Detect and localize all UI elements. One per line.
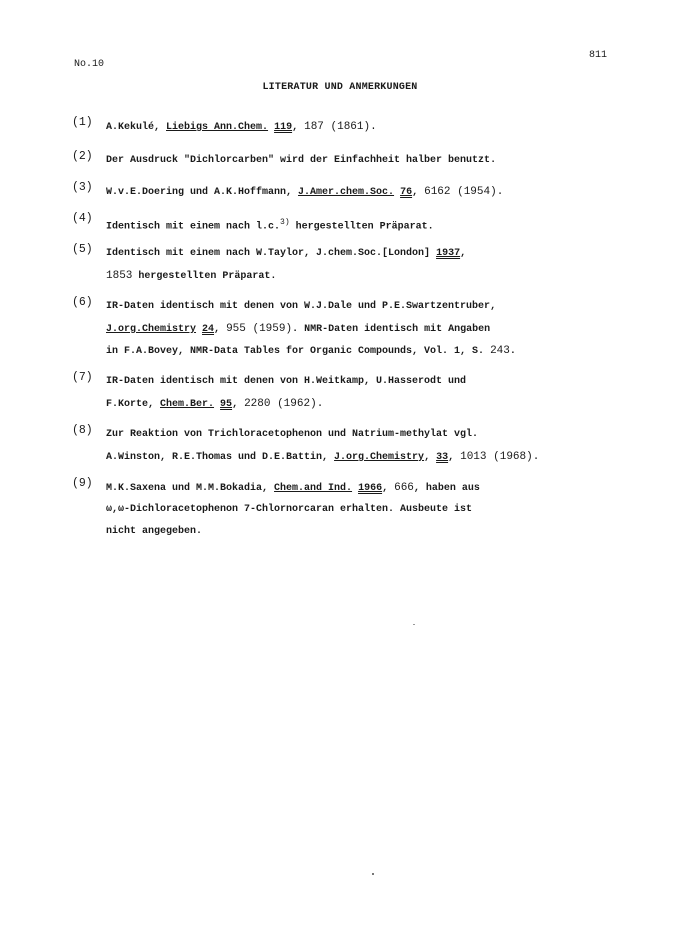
- reference-line: [106, 340, 632, 362]
- reference-text: in F.A.Bovey, NMR-Data Tables for Organic Compounds, Vol. 1, S.: [106, 346, 491, 357]
- reference-text: hergestellten Präparat.: [132, 271, 277, 282]
- speck-mark: [372, 873, 374, 875]
- citation-numbers: 6162 (1954).: [424, 186, 504, 198]
- citation-numbers: 2280 (1962).: [244, 398, 324, 410]
- reference-line: [106, 446, 632, 468]
- reference-text: ω,ω-Dichloracetophenon 7-Chlornorcaran erhalten. Ausbeute ist: [106, 504, 473, 515]
- reference-item: [72, 243, 632, 287]
- reference-number: (5): [72, 243, 93, 256]
- reference-line: [106, 181, 632, 203]
- reference-text: ,: [382, 483, 395, 494]
- reference-text: ,: [448, 452, 461, 463]
- volume-number: 76: [400, 187, 413, 198]
- reference-text: ,: [424, 452, 437, 463]
- journal-name: Liebigs Ann.Chem.: [166, 122, 269, 133]
- reference-text: IR-Daten identisch mit denen von H.Weitkamp, U.Hasserodt und: [106, 376, 467, 387]
- reference-item: [72, 296, 632, 362]
- reference-text: , haben aus: [413, 483, 480, 494]
- volume-number: 1937: [436, 248, 461, 259]
- volume-number: 33: [436, 452, 449, 463]
- speck-mark: [413, 624, 415, 625]
- reference-text: IR-Daten identisch mit denen von W.J.Dale und P.E.Swartzentruber,: [106, 301, 497, 312]
- reference-number: (4): [72, 212, 93, 225]
- volume-number: 95: [220, 399, 233, 410]
- journal-name: J.org.Chemistry: [106, 324, 197, 335]
- reference-text: .: [509, 346, 516, 357]
- citation-numbers: 666: [394, 482, 414, 494]
- reference-line: [106, 477, 632, 499]
- reference-text: Zur Reaktion von Trichloracetophenon und Natrium-methylat vgl.: [106, 429, 479, 440]
- reference-line: [106, 521, 632, 543]
- journal-name: Chem.and Ind.: [274, 483, 353, 494]
- reference-item: [72, 181, 632, 203]
- reference-text: nicht angegeben.: [106, 526, 203, 537]
- section-heading: LITERATUR UND ANMERKUNGEN: [262, 82, 418, 93]
- reference-number: (9): [72, 477, 93, 490]
- reference-text: A.Kekulé,: [106, 122, 167, 133]
- journal-name: J.org.Chemistry: [334, 452, 425, 463]
- reference-number: (8): [72, 424, 93, 437]
- citation-numbers: 1853: [106, 270, 133, 282]
- citation-numbers: 1013 (1968).: [460, 451, 540, 463]
- reference-text: F.Korte,: [106, 399, 161, 410]
- reference-text: A.Winston, R.E.Thomas und D.E.Battin,: [106, 452, 335, 463]
- reference-item: [72, 212, 632, 234]
- reference-text: ,: [460, 248, 467, 259]
- reference-line: [106, 212, 632, 234]
- reference-text: M.K.Saxena und M.M.Bokadia,: [106, 483, 275, 494]
- reference-line: [106, 265, 632, 287]
- journal-name: Chem.Ber.: [160, 399, 215, 410]
- reference-item: [72, 116, 632, 138]
- reference-text: . NMR-Daten identisch mit Angaben: [292, 324, 491, 335]
- reference-line: [106, 424, 632, 446]
- reference-text: W.v.E.Doering und A.K.Hoffmann,: [106, 187, 299, 198]
- reference-text: ,: [232, 399, 245, 410]
- reference-line: [106, 296, 632, 318]
- reference-item: [72, 477, 632, 543]
- reference-number: (2): [72, 150, 93, 163]
- reference-line: [106, 371, 632, 393]
- page-number: 811: [589, 50, 608, 61]
- reference-line: [106, 499, 632, 521]
- reference-text: Der Ausdruck "Dichlorcarben" wird der Einfachheit halber benutzt.: [106, 155, 497, 166]
- reference-list: [72, 116, 632, 543]
- journal-name: J.Amer.chem.Soc.: [298, 187, 395, 198]
- reference-line: [106, 318, 632, 340]
- reference-line: [106, 243, 632, 265]
- reference-text: ,: [412, 187, 425, 198]
- citation-numbers: 955 (1959): [226, 323, 293, 335]
- footnote-superscript: 3): [280, 218, 290, 227]
- reference-item: [72, 424, 632, 468]
- reference-number: (3): [72, 181, 93, 194]
- citation-numbers: 187 (1861).: [304, 121, 377, 133]
- reference-line: [106, 393, 632, 415]
- reference-text: Identisch mit einem nach l.c.: [106, 221, 281, 233]
- reference-item: [72, 150, 632, 172]
- reference-number: (7): [72, 371, 93, 384]
- volume-number: 24: [202, 324, 215, 335]
- citation-numbers: 243: [490, 345, 510, 357]
- issue-label: No.10: [74, 59, 105, 70]
- reference-text: ,: [214, 324, 227, 335]
- reference-text: Identisch mit einem nach W.Taylor, J.chem.Soc.[London]: [106, 248, 437, 259]
- reference-text: ,: [292, 122, 305, 133]
- reference-item: [72, 371, 632, 415]
- reference-number: (6): [72, 296, 93, 309]
- reference-text: hergestellten Präparat.: [289, 221, 434, 233]
- reference-line: [106, 150, 632, 172]
- volume-number: 1966: [358, 483, 383, 494]
- reference-number: (1): [72, 116, 93, 129]
- reference-line: [106, 116, 632, 138]
- volume-number: 119: [274, 122, 293, 133]
